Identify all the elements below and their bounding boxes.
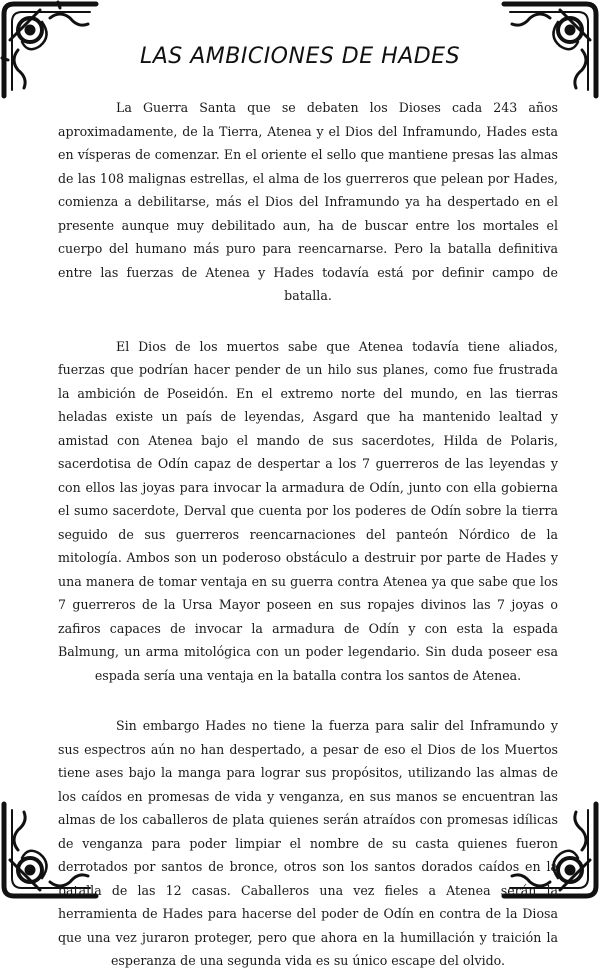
paragraph-2: El Dios de los muertos sabe que Atenea todavía tiene aliados, fuerzas que podrían hacer pender de un hilo sus planes, como fue frustrada la ambición de Poseidón. En el extremo norte del mundo, en las tierras heladas existe un país de leyendas, Asgard que ha mantenido lealtad y amistad con Atenea bajo el mando de sus sacerdotes, Hilda de Polaris, sacerdotisa de Odín capaz de despertar a los 7 guerreros de las leyendas y con ellos las joyas para invocar la armadura de Odín, junto con ella gobierna el sumo sacerdote, Derval que cuenta por los poderes de Odín sobre la tierra seguido de sus guerreros reencarnaciones del panteón Nórdico de la mitología. Ambos son un poderoso obstáculo a destruir por parte de Hades y una manera de tomar ventaja en su guerra contra Atenea ya que sabe que los 7 guerreros de la Ursa Mayor poseen en sus ropajes divinos las 7 joyas o zafiros capaces de invocar la armadura de Odín y con esta la espada Balmung, un arma mitológica con un poder legendario. Sin duda poseer esa espada sería una ventaja en la batalla contra los santos de Atenea. [58, 338, 558, 683]
paragraph-3: Sin embargo Hades no tiene la fuerza para salir del Inframundo y sus espectros aún no han despertado, a pesar de eso el Dios de los Muertos tiene ases bajo la manga para lograr sus propósitos, utilizando las almas de los caídos en promesas de vida y venganza, en sus manos se encuentran las almas de los caballeros de plata quienes serán atraídos con promesas idílicas de venganza para poder limpiar el nombre de su casta quienes fueron derrotados por santos de bronce, otros son los santos dorados caídos en la batalla de las 12 casas. Caballeros una vez fieles a Atenea serán la herramienta de Hades para hacerse del poder de Odín en contra de la Diosa que una vez juraron proteger, pero que ahora en la humillación y traición la esperanza de una segunda vida es su único escape del olvido. [58, 718, 558, 968]
paragraph-1: La Guerra Santa que se debaten los Dioses cada 243 años aproximadamente, de la Tierra, Atenea y el Dios del Inframundo, Hades esta en vísperas de comenzar. En el oriente el sello que mantiene presas las almas de las 108 malignas estrellas, el alma de los guerreros que pelean por Hades, comienza a debilitarse, más el Dios del Inframundo ya ha despertado en el presente aunque muy debilitado aun, ha de buscar entre los mortales el cuerpo del humano más puro para reencarnarse. Pero la batalla definitiva entre las fuerzas de Atenea y Hades todavía está por definir campo de batalla. [58, 100, 558, 303]
body-text [58, 96, 558, 973]
page-title: LAS AMBICIONES DE HADES [139, 44, 461, 69]
